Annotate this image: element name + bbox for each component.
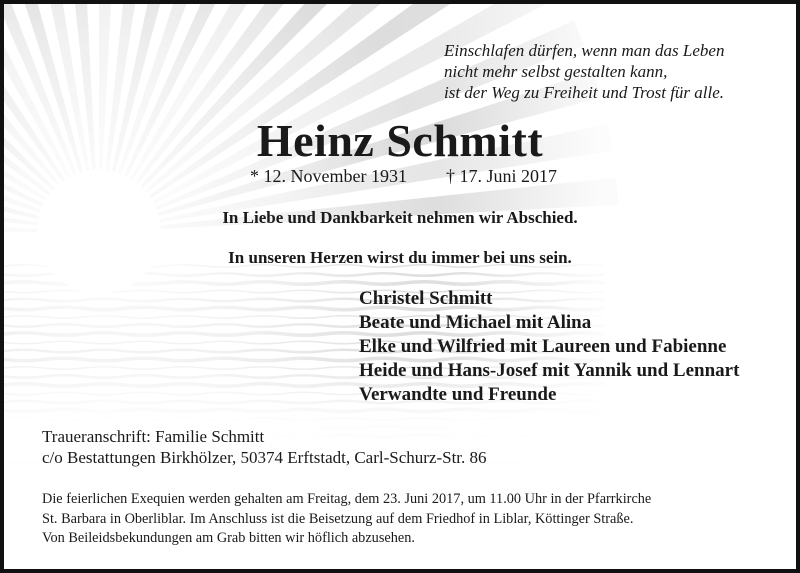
- quote-line: ist der Weg zu Freiheit und Trost für alle.: [444, 83, 725, 102]
- mourner: Christel Schmitt: [359, 288, 493, 309]
- quote-line: nicht mehr selbst gestalten kann,: [444, 62, 668, 81]
- address-line: Traueranschrift: Familie Schmitt: [42, 427, 265, 446]
- sun: [37, 170, 161, 294]
- death-date: † 17. Juni 2017: [446, 166, 558, 186]
- service-line: St. Barbara in Oberliblar. Im Anschluss ist die Beisetzung auf dem Friedhof in Liblar, Köttinger Straße.: [42, 510, 634, 527]
- birth-date: * 12. November 1931: [250, 166, 407, 186]
- mourner: Verwandte und Freunde: [359, 384, 557, 405]
- mourner: Elke und Wilfried mit Laureen und Fabienne: [359, 336, 727, 357]
- quote: [444, 40, 724, 103]
- service-line: Die feierlichen Exequien werden gehalten am Freitag, dem 23. Juni 2017, um 11.00 Uhr in der Pfarrkirche: [42, 491, 652, 507]
- mourner: Heide und Hans-Josef mit Yannik und Lennart: [359, 360, 740, 381]
- deceased-name: Heinz Schmitt: [256, 115, 544, 166]
- mourning-address: [42, 426, 487, 468]
- mourners-list: [359, 287, 739, 407]
- farewell-message: In Liebe und Dankbarkeit nehmen wir Abschied.: [222, 208, 578, 227]
- remembrance-message: In unseren Herzen wirst du immer bei uns sein.: [228, 248, 572, 267]
- quote-line: Einschlafen dürfen, wenn man das Leben: [444, 41, 725, 60]
- mourner: Beate und Michael mit Alina: [359, 312, 592, 333]
- address-line: c/o Bestattungen Birkhölzer, 50374 Erftstadt, Carl-Schurz-Str. 86: [42, 448, 487, 467]
- service-line: Von Beileidsbekundungen am Grab bitten wir höflich abzusehen.: [42, 530, 415, 546]
- service-details: [42, 490, 651, 549]
